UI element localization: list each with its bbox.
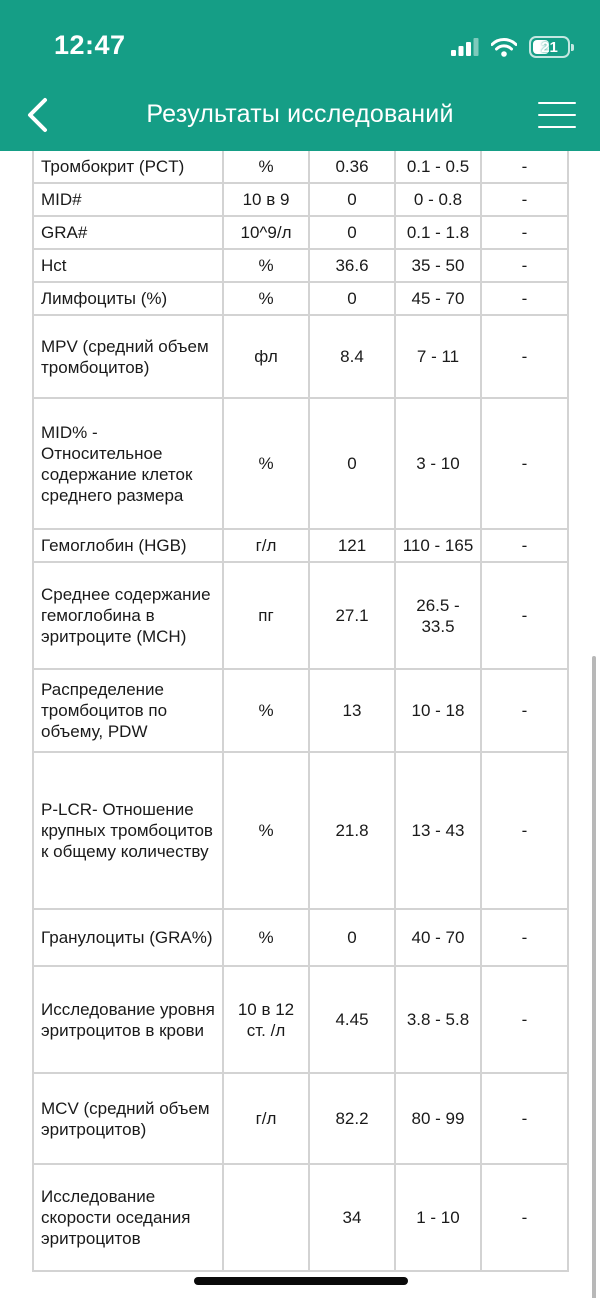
table-row [33,315,568,398]
cell-unit: 10 в 12 ст. /л [223,966,309,1073]
cell-unit: 10^9/л [223,216,309,249]
cell-flag: - [481,752,568,909]
cell-result: 0.36 [309,151,395,183]
cell-unit: пг [223,562,309,669]
cell-test-name: Исследование скорости оседания эритроцитов [33,1164,223,1271]
table-row [33,216,568,249]
cell-reference-range: 1 - 10 [395,1164,481,1271]
cell-reference-range: 7 - 11 [395,315,481,398]
cell-flag: - [481,562,568,669]
home-indicator[interactable] [194,1277,408,1285]
cell-test-name: Среднее содержание гемоглобина в эритроците (MCH) [33,562,223,669]
cell-result: 0 [309,909,395,966]
cell-flag: - [481,909,568,966]
cell-reference-range: 45 - 70 [395,282,481,315]
cell-flag: - [481,966,568,1073]
cell-result: 0 [309,282,395,315]
cell-flag: - [481,151,568,183]
cell-test-name: Hct [33,249,223,282]
cell-reference-range: 3.8 - 5.8 [395,966,481,1073]
cell-test-name: Исследование уровня эритроцитов в крови [33,966,223,1073]
cell-test-name: GRA# [33,216,223,249]
menu-button[interactable] [538,100,576,130]
cell-reference-range: 0.1 - 1.8 [395,216,481,249]
cell-test-name: Тромбокрит (PCT) [33,151,223,183]
cell-result: 0 [309,183,395,216]
cell-flag: - [481,249,568,282]
cell-result: 13 [309,669,395,752]
table-row [33,1164,568,1271]
cell-result: 0 [309,398,395,529]
cell-result: 27.1 [309,562,395,669]
cell-unit: 10 в 9 [223,183,309,216]
table-row [33,529,568,562]
cell-result: 36.6 [309,249,395,282]
cell-flag: - [481,1164,568,1271]
cell-result: 34 [309,1164,395,1271]
page-title: Результаты исследований [146,100,454,128]
cell-reference-range: 10 - 18 [395,669,481,752]
hamburger-icon-line [538,126,576,128]
hamburger-icon-line [538,102,576,104]
back-button[interactable] [20,94,54,136]
status-icons [451,36,570,58]
cell-test-name: Распределение тромбоцитов по объему, PDW [33,669,223,752]
cell-flag: - [481,315,568,398]
cell-test-name: P-LCR- Отношение крупных тромбоцитов к общему количеству [33,752,223,909]
cell-unit: % [223,398,309,529]
cell-reference-range: 0.1 - 0.5 [395,151,481,183]
cell-test-name: Гранулоциты (GRA%) [33,909,223,966]
cell-result: 0 [309,216,395,249]
cell-test-name: MPV (средний объем тромбоцитов) [33,315,223,398]
cell-reference-range: 3 - 10 [395,398,481,529]
cell-test-name: MID# [33,183,223,216]
cell-unit: % [223,909,309,966]
signal-icon [451,38,479,56]
results-table [32,151,569,1272]
table-row [33,669,568,752]
cell-result: 8.4 [309,315,395,398]
cell-reference-range: 80 - 99 [395,1073,481,1164]
cell-result: 121 [309,529,395,562]
cell-unit: % [223,249,309,282]
wifi-icon [491,38,517,57]
scrollbar[interactable] [592,656,596,1298]
cell-flag: - [481,669,568,752]
cell-flag: - [481,282,568,315]
cell-reference-range: 110 - 165 [395,529,481,562]
cell-flag: - [481,1073,568,1164]
cell-result: 82.2 [309,1073,395,1164]
cell-unit: г/л [223,529,309,562]
cell-unit: г/л [223,1073,309,1164]
chevron-left-icon [26,97,48,133]
cell-flag: - [481,216,568,249]
hamburger-icon-line [538,114,576,116]
cell-test-name: Лимфоциты (%) [33,282,223,315]
results-content[interactable] [0,151,600,1298]
cell-unit: % [223,669,309,752]
cell-reference-range: 26.5 - 33.5 [395,562,481,669]
cell-unit: % [223,282,309,315]
cell-result: 4.45 [309,966,395,1073]
cell-unit: % [223,151,309,183]
cell-flag: - [481,183,568,216]
cell-reference-range: 35 - 50 [395,249,481,282]
cell-reference-range: 0 - 0.8 [395,183,481,216]
table-row [33,966,568,1073]
status-time: 12:47 [54,30,126,60]
cell-flag: - [481,529,568,562]
cell-reference-range: 13 - 43 [395,752,481,909]
table-row [33,752,568,909]
table-row [33,282,568,315]
battery-level: 21 [541,38,558,56]
cell-unit: фл [223,315,309,398]
cell-unit: % [223,752,309,909]
cell-test-name: MID% - Относительное содержание клеток среднего размера [33,398,223,529]
table-row [33,151,568,183]
cell-flag: - [481,398,568,529]
table-row [33,398,568,529]
cell-unit [223,1164,309,1271]
cell-test-name: Гемоглобин (HGB) [33,529,223,562]
table-row [33,909,568,966]
cell-result: 21.8 [309,752,395,909]
table-row [33,562,568,669]
table-row [33,249,568,282]
cell-test-name: MCV (средний объем эритроцитов) [33,1073,223,1164]
table-row [33,1073,568,1164]
battery-icon [529,36,570,58]
table-row [33,183,568,216]
cell-reference-range: 40 - 70 [395,909,481,966]
app-header [0,0,600,151]
